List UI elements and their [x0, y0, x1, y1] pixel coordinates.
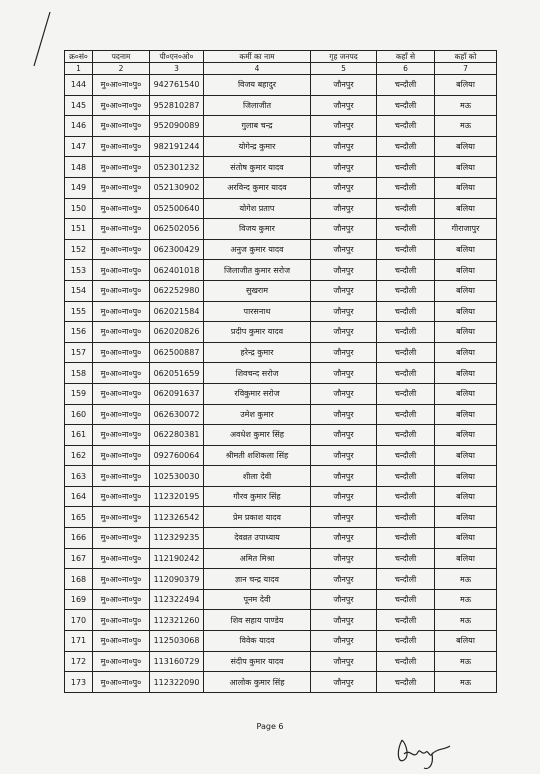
table-row	[65, 589, 497, 610]
cell-designation: मु०आ०ना०पु०	[93, 301, 150, 322]
cell-home-district: जौनपुर	[311, 322, 377, 343]
cell-designation: मु०आ०ना०पु०	[93, 75, 150, 96]
cell-from: चन्दौली	[377, 198, 435, 219]
cell-serial: 168	[65, 569, 93, 590]
col-header-name: कर्मी का नाम	[204, 51, 311, 63]
cell-designation: मु०आ०ना०पु०	[93, 466, 150, 487]
table-row	[65, 116, 497, 137]
cell-pno: 062091637	[150, 383, 204, 404]
cell-home-district: जौनपुर	[311, 95, 377, 116]
cell-from: चन्दौली	[377, 610, 435, 631]
cell-home-district: जौनपुर	[311, 631, 377, 652]
cell-to: मऊ	[435, 589, 497, 610]
cell-name: योगेश प्रताप	[204, 198, 311, 219]
cell-pno: 112329235	[150, 528, 204, 549]
cell-name: संदीप कुमार यादव	[204, 651, 311, 672]
cell-from: चन्दौली	[377, 219, 435, 240]
cell-pno: 112190242	[150, 548, 204, 569]
cell-from: चन्दौली	[377, 157, 435, 178]
cell-pno: 952090089	[150, 116, 204, 137]
table-row	[65, 631, 497, 652]
cell-name: गुलाब चन्द्र	[204, 116, 311, 137]
cell-name: अमित मिश्रा	[204, 548, 311, 569]
transfer-table	[64, 50, 497, 693]
cell-pno: 052500640	[150, 198, 204, 219]
cell-from: चन्दौली	[377, 528, 435, 549]
cell-to: गीराजापुर	[435, 219, 497, 240]
cell-designation: मु०आ०ना०पु०	[93, 528, 150, 549]
cell-to: बलिया	[435, 157, 497, 178]
cell-home-district: जौनपुर	[311, 672, 377, 693]
cell-designation: मु०आ०ना०पु०	[93, 95, 150, 116]
cell-name: सुखराम	[204, 280, 311, 301]
cell-serial: 154	[65, 280, 93, 301]
cell-serial: 162	[65, 445, 93, 466]
col-header-home-district: गृह जनपद	[311, 51, 377, 63]
cell-name: उमेश कुमार	[204, 404, 311, 425]
cell-from: चन्दौली	[377, 136, 435, 157]
cell-home-district: जौनपुर	[311, 445, 377, 466]
cell-name: हरेन्द्र कुमार	[204, 342, 311, 363]
cell-to: बलिया	[435, 404, 497, 425]
col-number: 3	[150, 63, 204, 75]
cell-from: चन्दौली	[377, 486, 435, 507]
table-row	[65, 198, 497, 219]
cell-from: चन्दौली	[377, 383, 435, 404]
cell-to: बलिया	[435, 342, 497, 363]
cell-home-district: जौनपुर	[311, 528, 377, 549]
cell-from: चन्दौली	[377, 116, 435, 137]
cell-name: शिव सहाय पाण्डेय	[204, 610, 311, 631]
table-row	[65, 136, 497, 157]
cell-from: चन्दौली	[377, 301, 435, 322]
cell-to: बलिया	[435, 486, 497, 507]
cell-to: मऊ	[435, 651, 497, 672]
table-row	[65, 322, 497, 343]
cell-designation: मु०आ०ना०पु०	[93, 239, 150, 260]
cell-from: चन्दौली	[377, 672, 435, 693]
cell-serial: 157	[65, 342, 93, 363]
cell-serial: 144	[65, 75, 93, 96]
cell-home-district: जौनपुर	[311, 569, 377, 590]
table-row	[65, 548, 497, 569]
cell-designation: मु०आ०ना०पु०	[93, 322, 150, 343]
col-header-designation: पदनाम	[93, 51, 150, 63]
cell-to: बलिया	[435, 363, 497, 384]
cell-to: बलिया	[435, 528, 497, 549]
cell-pno: 942761540	[150, 75, 204, 96]
cell-to: बलिया	[435, 136, 497, 157]
col-header-to: कहाँ को	[435, 51, 497, 63]
col-header-pno: पी०एन०ओ०	[150, 51, 204, 63]
cell-serial: 172	[65, 651, 93, 672]
cell-from: चन्दौली	[377, 342, 435, 363]
cell-designation: मु०आ०ना०पु०	[93, 219, 150, 240]
cell-name: विवेक यादव	[204, 631, 311, 652]
cell-home-district: जौनपुर	[311, 548, 377, 569]
cell-pno: 952810287	[150, 95, 204, 116]
table-row	[65, 507, 497, 528]
cell-pno: 102530030	[150, 466, 204, 487]
cell-serial: 173	[65, 672, 93, 693]
cell-to: बलिया	[435, 631, 497, 652]
table-row	[65, 157, 497, 178]
cell-to: बलिया	[435, 280, 497, 301]
cell-name: ज्ञान चन्द्र यादव	[204, 569, 311, 590]
cell-designation: मु०आ०ना०पु०	[93, 445, 150, 466]
cell-home-district: जौनपुर	[311, 177, 377, 198]
cell-to: बलिया	[435, 198, 497, 219]
cell-to: बलिया	[435, 445, 497, 466]
cell-from: चन्दौली	[377, 260, 435, 281]
cell-pno: 062280381	[150, 425, 204, 446]
cell-serial: 152	[65, 239, 93, 260]
cell-name: शीला देवी	[204, 466, 311, 487]
cell-home-district: जौनपुर	[311, 198, 377, 219]
cell-pno: 062020826	[150, 322, 204, 343]
cell-serial: 170	[65, 610, 93, 631]
cell-pno: 052301232	[150, 157, 204, 178]
cell-designation: मु०आ०ना०पु०	[93, 198, 150, 219]
cell-pno: 062401018	[150, 260, 204, 281]
table-row	[65, 301, 497, 322]
cell-name: शिवचन्द सरोज	[204, 363, 311, 384]
cell-serial: 166	[65, 528, 93, 549]
table-row	[65, 425, 497, 446]
cell-from: चन्दौली	[377, 445, 435, 466]
cell-from: चन्दौली	[377, 95, 435, 116]
cell-designation: मु०आ०ना०पु०	[93, 507, 150, 528]
cell-designation: मु०आ०ना०पु०	[93, 136, 150, 157]
cell-pno: 112503068	[150, 631, 204, 652]
cell-from: चन्दौली	[377, 425, 435, 446]
cell-home-district: जौनपुर	[311, 157, 377, 178]
cell-home-district: जौनपुर	[311, 75, 377, 96]
cell-home-district: जौनपुर	[311, 260, 377, 281]
cell-designation: मु०आ०ना०पु०	[93, 157, 150, 178]
cell-pno: 062051659	[150, 363, 204, 384]
cell-from: चन्दौली	[377, 507, 435, 528]
col-number: 2	[93, 63, 150, 75]
cell-to: मऊ	[435, 95, 497, 116]
table-row	[65, 528, 497, 549]
cell-name: योगेन्द्र कुमार	[204, 136, 311, 157]
cell-to: मऊ	[435, 672, 497, 693]
table-row	[65, 486, 497, 507]
cell-designation: मु०आ०ना०पु०	[93, 486, 150, 507]
cell-designation: मु०आ०ना०पु०	[93, 672, 150, 693]
table-row	[65, 260, 497, 281]
cell-from: चन्दौली	[377, 322, 435, 343]
cell-serial: 151	[65, 219, 93, 240]
cell-name: रविकुमार सरोज	[204, 383, 311, 404]
cell-serial: 167	[65, 548, 93, 569]
cell-pno: 062021584	[150, 301, 204, 322]
cell-name: प्रेम प्रकाश यादव	[204, 507, 311, 528]
cell-name: प्रदीप कुमार यादव	[204, 322, 311, 343]
cell-serial: 149	[65, 177, 93, 198]
cell-from: चन्दौली	[377, 466, 435, 487]
cell-from: चन्दौली	[377, 280, 435, 301]
cell-from: चन्दौली	[377, 239, 435, 260]
cell-pno: 113160729	[150, 651, 204, 672]
cell-home-district: जौनपुर	[311, 280, 377, 301]
cell-designation: मु०आ०ना०पु०	[93, 631, 150, 652]
cell-to: मऊ	[435, 116, 497, 137]
cell-pno: 112321260	[150, 610, 204, 631]
table-row	[65, 363, 497, 384]
cell-from: चन्दौली	[377, 589, 435, 610]
cell-serial: 169	[65, 589, 93, 610]
col-number: 7	[435, 63, 497, 75]
cell-name: आलोक कुमार सिंह	[204, 672, 311, 693]
table-row	[65, 466, 497, 487]
table-row	[65, 177, 497, 198]
table-row	[65, 342, 497, 363]
col-number: 4	[204, 63, 311, 75]
col-header-from: कहाँ से	[377, 51, 435, 63]
cell-to: बलिया	[435, 301, 497, 322]
cell-home-district: जौनपुर	[311, 136, 377, 157]
cell-serial: 163	[65, 466, 93, 487]
cell-pno: 112320195	[150, 486, 204, 507]
cell-to: बलिया	[435, 322, 497, 343]
cell-pno: 052130902	[150, 177, 204, 198]
cell-from: चन्दौली	[377, 177, 435, 198]
cell-designation: मु०आ०ना०पु०	[93, 548, 150, 569]
table-row	[65, 219, 497, 240]
cell-from: चन्दौली	[377, 569, 435, 590]
cell-to: मऊ	[435, 569, 497, 590]
cell-pno: 112322090	[150, 672, 204, 693]
cell-home-district: जौनपुर	[311, 651, 377, 672]
cell-from: चन्दौली	[377, 363, 435, 384]
cell-pno: 062500887	[150, 342, 204, 363]
table-row	[65, 95, 497, 116]
cell-name: अरविन्द कुमार यादव	[204, 177, 311, 198]
cell-from: चन्दौली	[377, 404, 435, 425]
cell-from: चन्दौली	[377, 548, 435, 569]
cell-designation: मु०आ०ना०पु०	[93, 589, 150, 610]
page-number: Page 6	[256, 722, 284, 731]
cell-pno: 062502056	[150, 219, 204, 240]
cell-name: पारसनाथ	[204, 301, 311, 322]
cell-home-district: जौनपुर	[311, 486, 377, 507]
cell-designation: मु०आ०ना०पु०	[93, 404, 150, 425]
cell-pno: 062300429	[150, 239, 204, 260]
cell-home-district: जौनपुर	[311, 219, 377, 240]
cell-home-district: जौनपुर	[311, 507, 377, 528]
table-row	[65, 280, 497, 301]
cell-to: बलिया	[435, 239, 497, 260]
table-row	[65, 404, 497, 425]
cell-name: गौरव कुमार सिंह	[204, 486, 311, 507]
cell-serial: 155	[65, 301, 93, 322]
cell-home-district: जौनपुर	[311, 610, 377, 631]
cell-home-district: जौनपुर	[311, 589, 377, 610]
header-number-row	[65, 63, 497, 75]
cell-designation: मु०आ०ना०पु०	[93, 177, 150, 198]
header-row	[65, 51, 497, 63]
cell-serial: 145	[65, 95, 93, 116]
cell-name: जिलाजीत	[204, 95, 311, 116]
cell-pno: 112090379	[150, 569, 204, 590]
cell-serial: 158	[65, 363, 93, 384]
cell-to: बलिया	[435, 177, 497, 198]
cell-to: बलिया	[435, 383, 497, 404]
cell-from: चन्दौली	[377, 651, 435, 672]
cell-serial: 153	[65, 260, 93, 281]
cell-designation: मु०आ०ना०पु०	[93, 651, 150, 672]
table-row	[65, 569, 497, 590]
cell-to: मऊ	[435, 610, 497, 631]
cell-name: श्रीमती शशिकला सिंह	[204, 445, 311, 466]
col-number: 5	[311, 63, 377, 75]
cell-designation: मु०आ०ना०पु०	[93, 383, 150, 404]
cell-to: बलिया	[435, 548, 497, 569]
table-row	[65, 445, 497, 466]
cell-home-district: जौनपुर	[311, 466, 377, 487]
cell-designation: मु०आ०ना०पु०	[93, 280, 150, 301]
cell-name: अनुज कुमार यादव	[204, 239, 311, 260]
cell-designation: मु०आ०ना०पु०	[93, 342, 150, 363]
table-row	[65, 651, 497, 672]
table-row	[65, 75, 497, 96]
cell-home-district: जौनपुर	[311, 363, 377, 384]
col-number: 1	[65, 63, 93, 75]
cell-pno: 062630072	[150, 404, 204, 425]
cell-name: संतोष कुमार यादव	[204, 157, 311, 178]
col-header-serial: क्र०सं०	[65, 51, 93, 63]
cell-to: बलिया	[435, 260, 497, 281]
cell-home-district: जौनपुर	[311, 116, 377, 137]
cell-home-district: जौनपुर	[311, 404, 377, 425]
table-row	[65, 239, 497, 260]
table-row	[65, 672, 497, 693]
cell-pno: 112322494	[150, 589, 204, 610]
cell-pno: 062252980	[150, 280, 204, 301]
cell-to: बलिया	[435, 425, 497, 446]
cell-home-district: जौनपुर	[311, 342, 377, 363]
cell-name: विजय बहादुर	[204, 75, 311, 96]
cell-name: देवव्रत उपाध्याय	[204, 528, 311, 549]
cell-serial: 156	[65, 322, 93, 343]
cell-serial: 165	[65, 507, 93, 528]
cell-serial: 147	[65, 136, 93, 157]
cell-name: विजय कुमार	[204, 219, 311, 240]
cell-serial: 160	[65, 404, 93, 425]
cell-designation: मु०आ०ना०पु०	[93, 610, 150, 631]
cell-to: बलिया	[435, 507, 497, 528]
table-row	[65, 610, 497, 631]
margin-stroke	[8, 8, 68, 68]
cell-designation: मु०आ०ना०पु०	[93, 425, 150, 446]
table-body	[65, 75, 497, 693]
cell-home-district: जौनपुर	[311, 425, 377, 446]
cell-name: अवधेश कुमार सिंह	[204, 425, 311, 446]
cell-designation: मु०आ०ना०पु०	[93, 260, 150, 281]
cell-designation: मु०आ०ना०पु०	[93, 569, 150, 590]
cell-serial: 148	[65, 157, 93, 178]
cell-serial: 150	[65, 198, 93, 219]
cell-serial: 159	[65, 383, 93, 404]
cell-from: चन्दौली	[377, 75, 435, 96]
cell-designation: मु०आ०ना०पु०	[93, 116, 150, 137]
cell-home-district: जौनपुर	[311, 301, 377, 322]
table-row	[65, 383, 497, 404]
cell-pno: 092760064	[150, 445, 204, 466]
cell-pno: 982191244	[150, 136, 204, 157]
cell-to: बलिया	[435, 75, 497, 96]
cell-serial: 161	[65, 425, 93, 446]
cell-pno: 112326542	[150, 507, 204, 528]
cell-home-district: जौनपुर	[311, 383, 377, 404]
col-number: 6	[377, 63, 435, 75]
cell-serial: 164	[65, 486, 93, 507]
cell-to: बलिया	[435, 466, 497, 487]
cell-from: चन्दौली	[377, 631, 435, 652]
cell-home-district: जौनपुर	[311, 239, 377, 260]
cell-name: पूनम देवी	[204, 589, 311, 610]
cell-designation: मु०आ०ना०पु०	[93, 363, 150, 384]
cell-name: जिलाजीत कुमार सरोज	[204, 260, 311, 281]
cell-serial: 171	[65, 631, 93, 652]
signature	[392, 730, 452, 774]
cell-serial: 146	[65, 116, 93, 137]
